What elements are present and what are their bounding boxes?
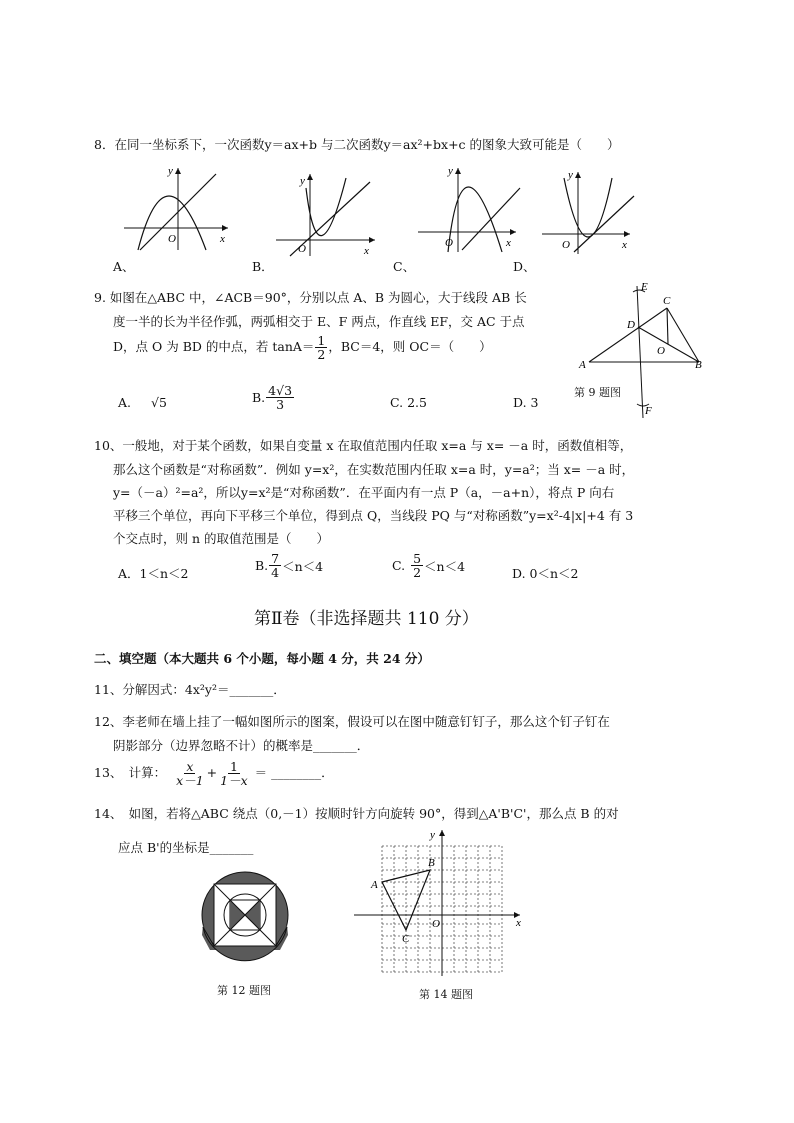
q13-tail: ＝ ________．: [254, 765, 334, 781]
q9-label-f: F: [645, 405, 652, 417]
q9-option-c[interactable]: C. 2.5: [390, 395, 427, 410]
q14-line1: 14、 如图，若将△ABC 绕点（0,－1）按顺时针方向旋转 90°，得到△A'B'C'，那么点 B 的对: [94, 806, 619, 821]
q8d-y-label: y: [568, 169, 573, 181]
q9-label-a: A: [579, 359, 586, 371]
q9-option-b-num: 4√3: [268, 383, 293, 398]
q9-tan-fraction: [315, 334, 327, 361]
q9-line1: 9. 如图在△ABC 中，∠ACB＝90°，分别以点 A、B 为圆心，大于线段 AB 长: [94, 290, 527, 305]
q8c-origin-label: O: [445, 237, 453, 249]
q8-option-a[interactable]: A、: [113, 259, 135, 274]
q10-option-b-num: 7: [271, 551, 280, 566]
q10-line5: 个交点时，则 n 的取值范围是（ ）: [113, 531, 329, 546]
q10-option-c-den: 2: [413, 565, 422, 581]
q8-graph-d: [538, 166, 638, 256]
q12-line1: 12、李老师在墙上挂了一幅如图所示的图案，假设可以在图中随意钉钉子，那么这个钉子钉在: [94, 714, 610, 729]
q14-label-b: B: [428, 857, 435, 869]
q9-label-b: B: [695, 359, 702, 371]
q14-label-o: O: [432, 918, 440, 930]
q8-graph-a: [118, 162, 233, 254]
q10-line4: 平移三个单位，再向下平移三个单位，得到点 Q，当线段 PQ 与“对称函数”y=x²-4|x|+4 有 3: [113, 508, 634, 523]
q9-option-a-label: A.: [118, 395, 132, 410]
q9-line3-b: ，BC＝4，则 OC＝（ ）: [328, 339, 492, 355]
q9-line3-a: D，点 O 为 BD 的中点，若 tanA＝: [113, 339, 315, 355]
q13-label: 13、 计算：: [94, 765, 167, 781]
q10-option-c-num: 5: [413, 551, 422, 566]
q13-plus: +: [206, 765, 218, 781]
q10-option-b-label: B.: [255, 558, 269, 574]
q9-tan-num: 1: [317, 333, 326, 348]
q11-text: 11、分解因式：4x²y²＝_______．: [94, 682, 286, 697]
q9-caption: 第 9 题图: [574, 386, 621, 399]
q14-line2: 应点 B'的坐标是_______: [118, 840, 254, 855]
q8d-x-label: x: [622, 239, 627, 251]
q9-line2: 度一半的长为半径作弧，两弧相交于 E、F 两点，作直线 EF，交 AC 于点: [113, 314, 525, 329]
q13-f2-num: 1: [229, 759, 238, 774]
q9-option-a[interactable]: [118, 395, 167, 410]
q8d-origin-label: O: [562, 239, 570, 251]
q10-option-c[interactable]: [392, 552, 465, 579]
q14-label-y: y: [430, 829, 435, 841]
q8-graph-b: [270, 168, 380, 258]
q9-option-b-fraction: [266, 384, 294, 411]
q10-option-b[interactable]: [255, 552, 323, 579]
q13-f1-den: x－1: [176, 773, 204, 789]
q10-option-a[interactable]: A．1＜n＜2: [118, 566, 189, 581]
q14-label-a: A: [371, 879, 378, 891]
q10-option-b-fraction: [269, 552, 281, 579]
q9-option-b-den: 3: [276, 397, 285, 413]
q9-option-b-label: B.: [252, 390, 266, 406]
section-fill-in-heading: 二、填空题（本大题共 6 个小题，每小题 4 分，共 24 分）: [94, 651, 430, 666]
q8a-origin-label: O: [168, 233, 176, 245]
q12-figure: [200, 865, 290, 977]
q8b-y-label: y: [300, 175, 305, 187]
q9-option-d[interactable]: D. 3: [513, 395, 539, 410]
q9-option-a-value: √5: [151, 395, 167, 410]
q9-label-o: O: [657, 345, 665, 357]
q14-figure: [352, 826, 527, 978]
q8a-x-label: x: [220, 233, 225, 245]
q8-option-c[interactable]: C、: [393, 259, 416, 274]
q9-label-e: E: [641, 281, 648, 293]
q8b-x-label: x: [364, 245, 369, 257]
q8-stem: 8．在同一坐标系下，一次函数y＝ax+b 与二次函数y＝ax²+bx+c 的图象大致可能是（ ）: [94, 137, 620, 152]
q8c-y-label: y: [448, 165, 453, 177]
q9-label-c: C: [663, 295, 671, 307]
q13-fraction-2: [218, 760, 250, 787]
q8a-y-label: y: [168, 165, 173, 177]
q8c-x-label: x: [506, 237, 511, 249]
q9-option-b[interactable]: [252, 384, 295, 411]
q12-caption: 第 12 题图: [217, 984, 271, 997]
q8-option-d[interactable]: D、: [513, 259, 536, 274]
q9-line3: [113, 334, 492, 361]
q10-option-c-rest: ＜n＜4: [424, 558, 466, 574]
q9-tan-den: 2: [317, 347, 326, 363]
q10-line1: 10、一般地，对于某个函数，如果自变量 x 在取值范围内任取 x=a 与 x= －a 时，函数值相等，: [94, 438, 633, 453]
q14-label-c: C: [402, 933, 410, 945]
q9-figure: [575, 278, 715, 423]
q10-line3: y=（－a）²=a²，所以y=x²是“对称函数”．在平面内有一点 P（a，－a+n），将点 P 向右: [113, 485, 615, 500]
q8-option-b[interactable]: B．: [252, 259, 274, 274]
q14-label-x: x: [516, 917, 521, 929]
part2-title: 第Ⅱ卷（非选择题共 110 分）: [254, 609, 479, 629]
q13-f2-den: 1－x: [220, 773, 248, 789]
q10-option-c-fraction: [411, 552, 423, 579]
q13-f1-num: x: [186, 759, 194, 774]
q10-option-c-label: C.: [392, 558, 406, 574]
q13-line: [94, 760, 334, 787]
q10-option-b-rest: ＜n＜4: [282, 558, 324, 574]
q8-graph-c: [412, 162, 522, 254]
q10-option-d[interactable]: D. 0＜n＜2: [512, 566, 579, 581]
q8b-origin-label: O: [298, 243, 306, 255]
q12-line2: 阴影部分（边界忽略不计）的概率是_______．: [113, 738, 370, 753]
q10-line2: 那么这个函数是“对称函数”．例如 y=x²，在实数范围内任取 x=a 时，y=a²；当 x= －a 时，: [113, 462, 635, 477]
q9-label-d: D: [627, 319, 635, 331]
q13-fraction-1: [174, 760, 206, 787]
q14-caption: 第 14 题图: [419, 988, 473, 1001]
q10-option-b-den: 4: [271, 565, 280, 581]
